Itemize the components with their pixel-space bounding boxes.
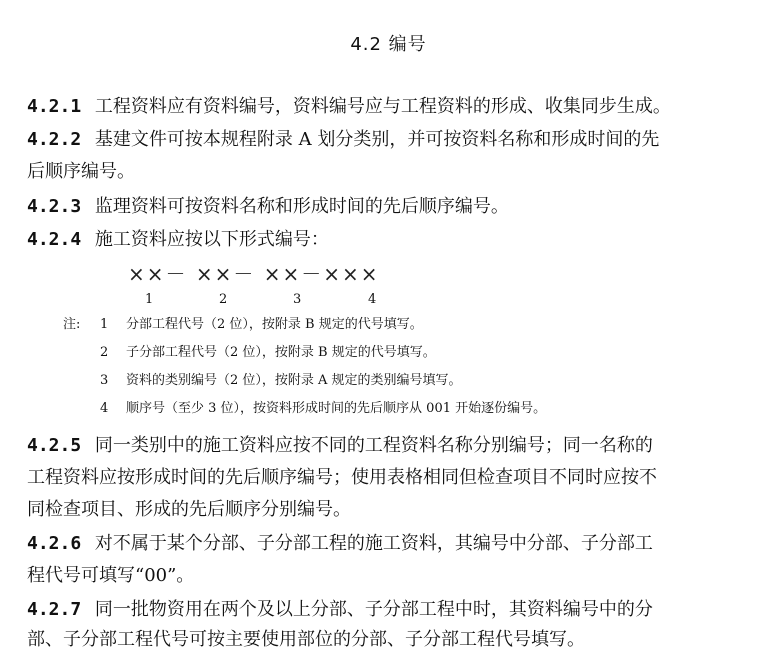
clause-text: 对不属于某个分部、子分部工程的施工资料，其编号中分部、子分部工 (94, 533, 653, 554)
format-position-2: 2 (219, 292, 228, 307)
note-item-3 (100, 372, 462, 390)
clause-text: 同一类别中的施工资料应按不同的工程资料名称分别编号；同一名称的 (94, 435, 653, 456)
clause-number: 4.2.6 (27, 533, 82, 554)
clause-number: 4.2.3 (27, 196, 82, 217)
clause-text: 施工资料应按以下形式编号： (94, 229, 329, 250)
format-position-4: 4 (368, 292, 377, 307)
clause-text: 基建文件可按本规程附录 A 划分类别，并可按资料名称和形成时间的先 (94, 129, 660, 150)
clause-4-2-4 (27, 228, 727, 252)
note-text: 分部工程代号（2 位），按附录 B 规定的代号填写。 (126, 317, 423, 332)
note-text: 顺序号（至少 3 位），按资料形成时间的先后顺序从 001 开始逐份编号。 (126, 401, 547, 416)
clause-text: 工程资料应有资料编号，资料编号应与工程资料的形成、收集同步生成。 (94, 96, 671, 117)
format-position-3: 3 (293, 292, 302, 307)
note-index: 1 (100, 317, 109, 332)
clause-number: 4.2.7 (27, 599, 82, 620)
note-index: 3 (100, 373, 109, 388)
clause-4-2-6 (27, 532, 727, 556)
note-text: 子分部工程代号（2 位），按附录 B 规定的代号填写。 (126, 345, 436, 360)
note-item-4 (100, 400, 546, 418)
notes-label: 注: (63, 317, 81, 332)
format-position-1: 1 (145, 292, 154, 307)
clause-4-2-3 (27, 195, 727, 219)
clause-4-2-7-cont: 部、子分部工程代号可按主要使用部位的分部、子分部工程代号填写。 (27, 629, 585, 650)
note-text: 资料的类别编号（2 位），按附录 A 规定的类别编号填写。 (126, 373, 462, 388)
clause-4-2-6-cont: 程代号可填写“00”。 (27, 565, 195, 586)
clause-4-2-2-cont: 后顺序编号。 (27, 161, 135, 182)
clause-number: 4.2.2 (27, 129, 82, 150)
number-format-pattern: ××－ ××－ ××－××× (128, 262, 380, 286)
section-title: 4.2 编号 (350, 34, 427, 55)
clause-4-2-5-cont-2: 同检查项目、形成的先后顺序分别编号。 (27, 499, 351, 520)
clause-number: 4.2.1 (27, 96, 82, 117)
clause-text: 监理资料可按资料名称和形成时间的先后顺序编号。 (94, 196, 509, 217)
note-index: 2 (100, 345, 109, 360)
clause-4-2-1 (27, 95, 727, 119)
clause-text: 同一批物资用在两个及以上分部、子分部工程中时，其资料编号中的分 (94, 599, 653, 620)
clause-number: 4.2.5 (27, 435, 82, 456)
clause-4-2-5-cont-1: 工程资料应按形成时间的先后顺序编号；使用表格相同但检查项目不同时应按不 (27, 467, 657, 488)
note-index: 4 (100, 401, 109, 416)
clause-4-2-7 (27, 598, 727, 622)
clause-number: 4.2.4 (27, 229, 82, 250)
clause-4-2-2 (27, 128, 727, 152)
clause-4-2-5 (27, 434, 727, 458)
note-item-1 (100, 316, 423, 334)
note-item-2 (100, 344, 436, 362)
